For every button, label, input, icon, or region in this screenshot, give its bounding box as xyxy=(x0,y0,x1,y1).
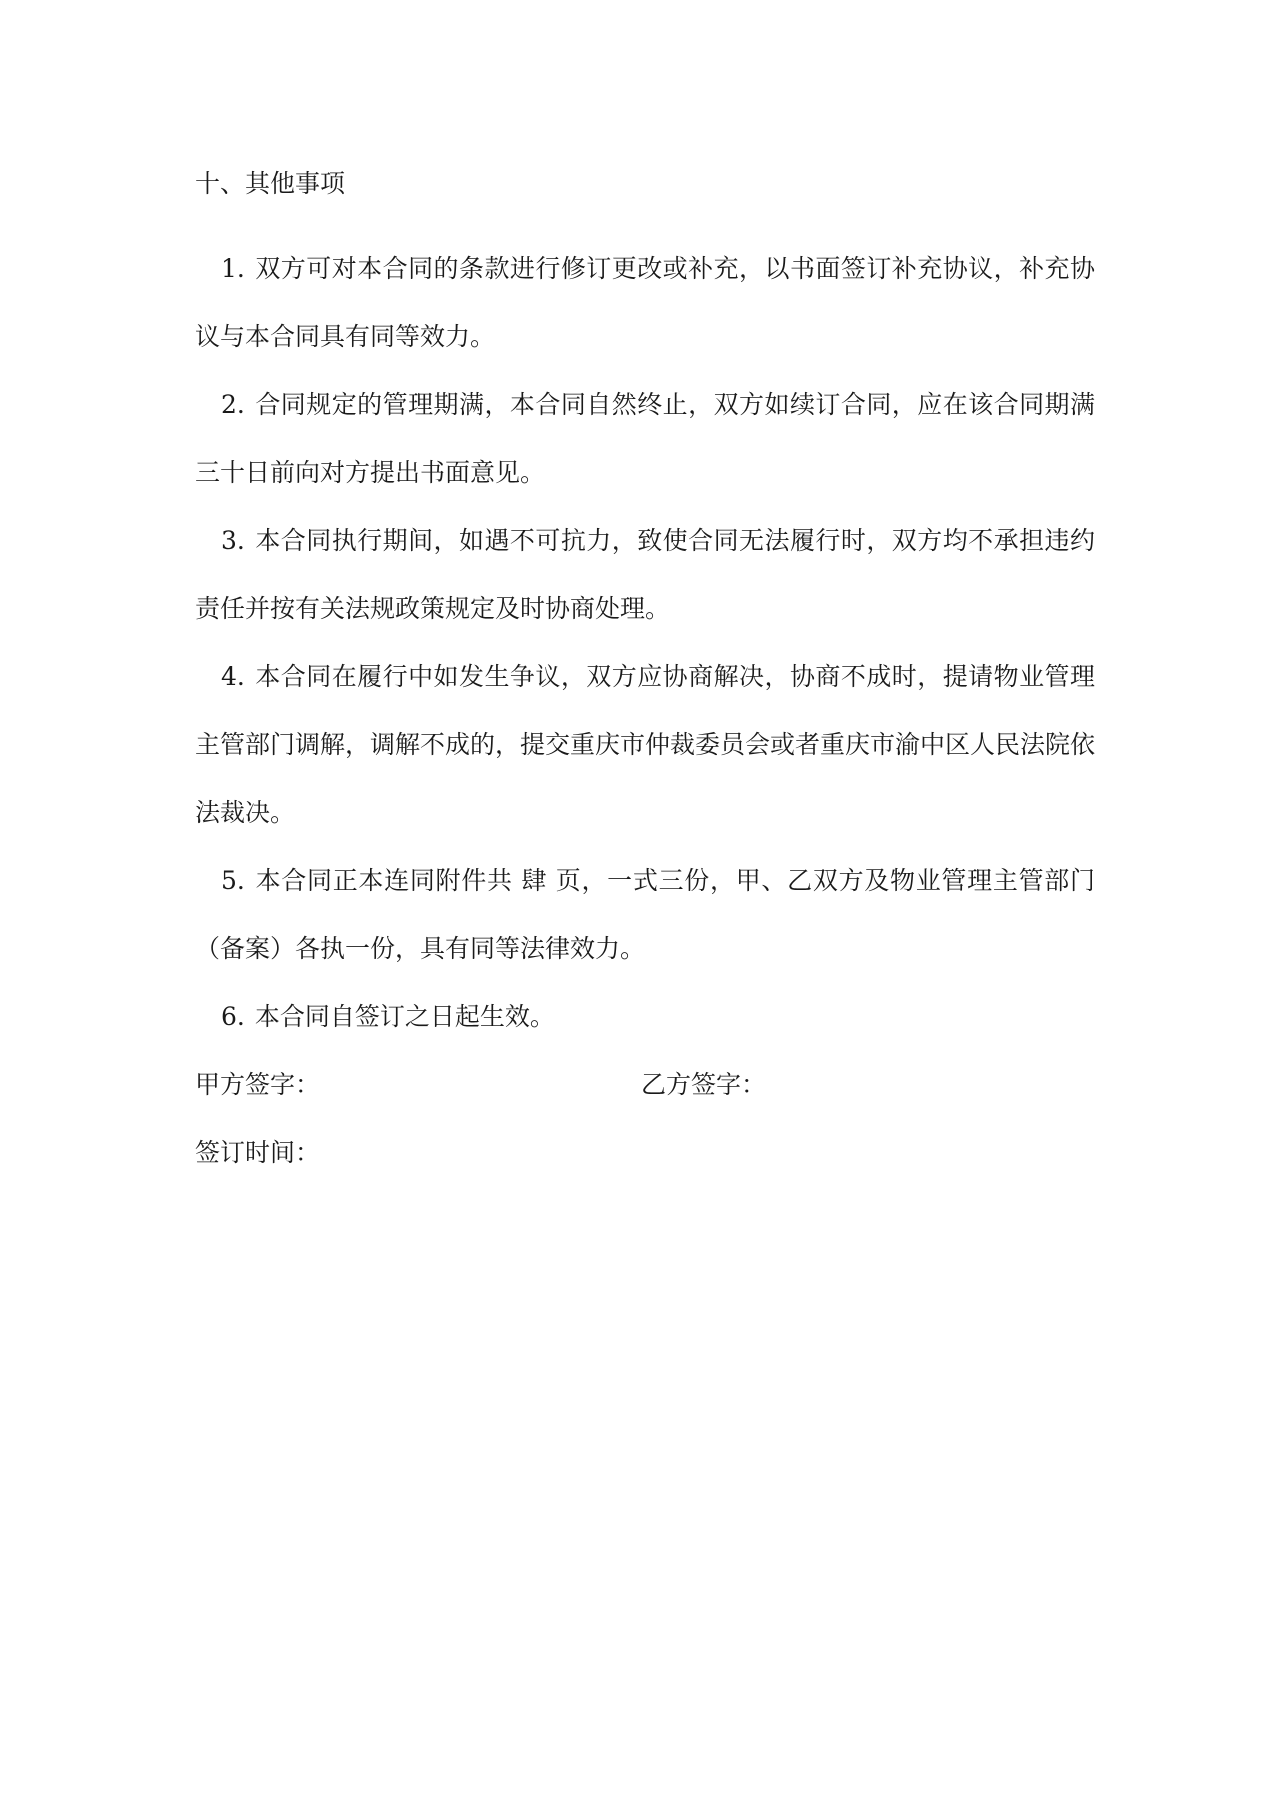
clause-6 xyxy=(195,983,1095,1051)
signing-date-label: 签订时间： xyxy=(195,1138,321,1167)
section-heading: 十、其他事项 xyxy=(195,169,346,198)
clause-number: 5. xyxy=(221,866,245,895)
party-b-signature-label: 乙方签字： xyxy=(641,1070,767,1099)
clause-text: 双方可对本合同的条款进行修订更改或补充，以书面签订补充协议，补充协议与本合同具有同等效力。 xyxy=(195,254,1095,351)
clause-text: 本合同自签订之日起生效。 xyxy=(254,1002,555,1031)
clause-text: 合同规定的管理期满，本合同自然终止，双方如续订合同，应在该合同期满三十日前向对方提出书面意见。 xyxy=(195,390,1095,487)
document-body xyxy=(195,168,1095,1187)
clause-2 xyxy=(195,371,1095,507)
party-a-signature-label: 甲方签字： xyxy=(195,1070,321,1099)
clause-number: 1. xyxy=(221,254,245,283)
clause-number: 6. xyxy=(221,1002,245,1031)
clause-text: 本合同在履行中如发生争议，双方应协商解决，协商不成时，提请物业管理主管部门调解，调解不成的，提交重庆市仲裁委员会或者重庆市渝中区人民法院依法裁决。 xyxy=(195,662,1096,827)
clause-number: 4. xyxy=(221,662,245,691)
clause-5 xyxy=(195,847,1095,983)
clause-text: 本合同正本连同附件共 肆 页，一式三份，甲、乙双方及物业管理主管部门（备案）各执一份，具有同等法律效力。 xyxy=(195,866,1095,963)
clause-4 xyxy=(195,643,1095,847)
clause-number: 2. xyxy=(221,390,245,419)
signature-row xyxy=(195,1051,1095,1119)
clause-text: 本合同执行期间，如遇不可抗力，致使合同无法履行时，双方均不承担违约责任并按有关法规政策规定及时协商处理。 xyxy=(195,526,1095,623)
clause-1 xyxy=(195,235,1095,371)
clause-3 xyxy=(195,507,1095,643)
clause-number: 3. xyxy=(221,526,245,555)
